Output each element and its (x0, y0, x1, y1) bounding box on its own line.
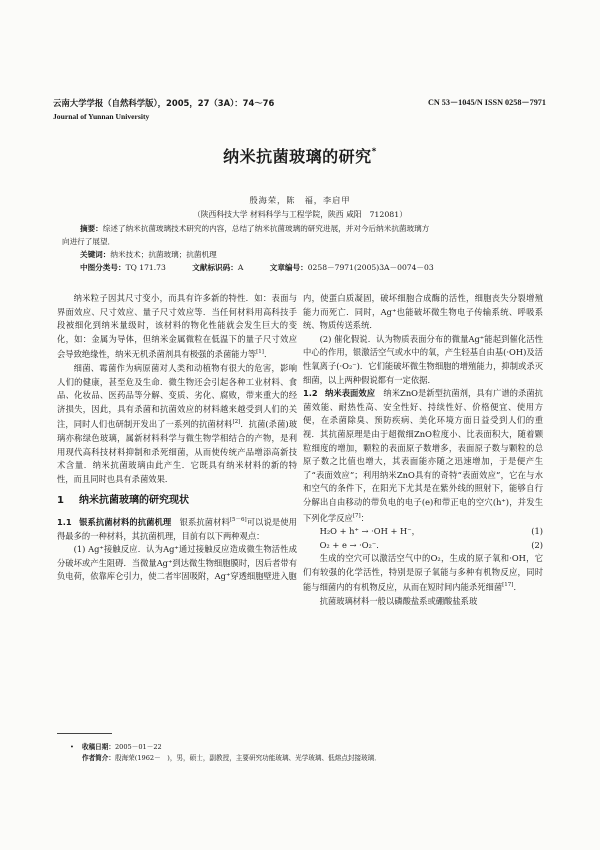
clc-label: 中图分类号： (80, 263, 126, 272)
journal-header (53, 97, 274, 121)
hypothesis-1-paragraph: (1) Ag⁺接触反应．认为Ag⁺通过接触反应造成微生物活性成分破坏或产生阻碍．当微量Ag⁺到达微生物细胞膜时，因后者带有负电荷，依靠库仑引力，使二者牢固吸附，Ag⁺穿透细胞壁进入胞 (57, 544, 297, 582)
intro-p1-text: 纳米粒子因其尺寸变小，而具有许多新的特性．如：表面与界面效应、尺寸效应、量子尺寸效应等．当任何材料用高科技手段被细化到纳米量级时，该材料的物化性能就会发生巨大的变化，如：金属为导体，但纳米金属微粒在低温下的量子尺寸效应会导致绝缘性，纳米无机杀菌剂具有极强的杀菌能力等 (57, 293, 297, 360)
subsection-end: ： (360, 512, 369, 523)
equation-2 (303, 539, 543, 553)
reaction-text: 生成的空穴可以激活空气中的O₂，生成的原子氧和·OH，它们有较强的化学活性，特别是原子氧能与多种有机物反应，同时能与细菌内的有机物反应，从而在短时间内能杀死细菌 (303, 553, 543, 593)
affiliation: （陕西科技大学 材料科学与工程学院，陕西 咸阳 712081） (192, 210, 408, 219)
received-date: 2005－01－22 (114, 743, 162, 751)
intro-p1-end: ． (263, 349, 273, 360)
citation-ref: [5－6] (229, 516, 247, 523)
subsection-number: 1.1 (57, 516, 72, 527)
equation-1-formula: H₂O + h⁺ → ·OH + H⁻， (319, 526, 420, 537)
equation-2-formula: O₂ + e → ·O₂⁻． (319, 539, 385, 550)
author-bio-note (70, 753, 381, 764)
paper-title (0, 144, 600, 167)
received-date-note (70, 742, 381, 753)
hypothesis-2-paragraph: (2) 催化假说．认为物质表面分布的微量Ag⁺能起到催化活性中心的作用，银激活空气或水中的氧，产生轻基自由基(·OH)及活性氧离子(·O₂⁻)．它们能破坏微生物细胞的增殖能力，抑制或杀灭细菌，以上两种假说都有一定依据． (303, 333, 543, 385)
section-title: 纳米抗菌玻璃的研究现状 (79, 495, 189, 507)
author-bio-text: 殷海荣(1962－ )，男，硕士，副教授，主要研究功能玻璃、光学玻璃、低熔点封接玻璃． (114, 754, 381, 762)
subsection-text: 纳米ZnO是新型抗菌剂，具有广谱的杀菌抗菌效能、耐热性高、安全性好、持续性好、价格便宜、使用方便，在杀菌除臭、预防疾病、美化环境方面日益受到人们的重视．其抗菌原理是由于超微细ZnO粒度小、比表面积大，随着颗粒细度的增加，颗粒的表面原子数增多，表面原子数与颗粒的总原子数之比值也增大，其表面能亦随之迅速增加，于是便产生了“表面效应”；利用纳米ZnO具有的奇特“表面效应”，它在与水和空气的条件下，在阳光下尤其是在紫外线的照射下，能够自行分解出自由移动的带负电的电子(e)和带正电的空穴(h⁺)，并发生下列化学反应 (303, 388, 543, 523)
reaction-end: ． (513, 582, 522, 593)
clc-value: TQ 171.73 (125, 263, 166, 272)
issn-label: CN 53－1045/N ISSN 0258－7971 (427, 98, 546, 107)
journal-citation-cn: 云南大学学报（自然科学版），2005，27（3A）：74～76 (53, 98, 275, 108)
citation-ref: [2] (232, 419, 241, 426)
journal-name-en: Journal of Yunnan University (53, 112, 150, 121)
article-no-label: 文章编号： (269, 263, 308, 272)
equation-1 (303, 525, 543, 539)
article-no-value: 0258－7971(2005)3A－0074－03 (307, 263, 434, 272)
abstract-continued: 向进行了展望． (62, 237, 116, 246)
abstract-text: 综述了纳米抗菌玻璃技术研究的内容，总结了纳米抗菌玻璃的研究进展，并对今后纳米抗菌玻璃方 (102, 224, 430, 233)
subsection-heading-1-1 (57, 517, 171, 527)
citation-ref: [1] (256, 349, 264, 356)
hypothesis-1-continued: 内，使蛋白质凝固，破坏细胞合成酶的活性，细胞丧失分裂增殖能力而死亡．同时，Ag⁺也能破坏微生物电子传输系统、呼吸系统、物质传送系统． (303, 293, 543, 331)
left-column (57, 292, 297, 584)
intro-paragraph-2 (57, 362, 297, 486)
equation-1-number: (1) (531, 526, 543, 537)
title-text: 纳米抗菌玻璃的研究 (223, 147, 372, 166)
subsection-text-a: 银系抗菌材料 (171, 516, 230, 527)
section-heading-1 (57, 494, 297, 508)
citation-ref: [17] (502, 582, 514, 589)
abstract (80, 222, 520, 235)
authors: 殷海荣，陈 福，李启甲 (249, 195, 351, 205)
subsection-title: 纳米表面效应 (325, 388, 376, 399)
subsection-title: 银系抗菌材料的抗菌机理 (79, 516, 172, 527)
footnote-bullet: • (70, 743, 74, 751)
subsection-number: 1.2 (303, 388, 318, 399)
received-label: 收稿日期： (82, 743, 115, 751)
classification-line (80, 261, 520, 274)
abstract-block (62, 222, 520, 274)
footnotes (70, 742, 381, 764)
intro-p2-text-b: ．抗菌(杀菌)玻璃亦称绿色玻璃，属新材料科学与微生物学相结合的产物，是利用现代高科技材料抑制和杀死细菌，从而使传统产品增添高新技术含量．纳米抗菌玻璃由此产生．它既具有纳米材料的新的特性，而且同时也具有杀菌效果． (57, 419, 297, 484)
keywords-text: 纳米技术；抗菌玻璃；抗菌机理 (110, 250, 217, 259)
keywords (80, 248, 520, 261)
footnote-divider (57, 733, 112, 734)
intro-p2-text-a: 细菌、霉菌作为病原菌对人类和动植物有很大的危害，影响人们的健康，甚至危及生命．微生物还会引起各种工业材料、食品、化妆品、医药品等分解、变质、劣化、腐败，带来重大的经济损失，因此，具有杀菌和抗菌效应的材料越来越受到人们的关注，同时人们也研制开发出了一系列的抗菌材料 (57, 362, 297, 430)
subsection-1-2 (303, 387, 543, 525)
subsection-text-b: 可以说是使用得最多的一种材料，其抗菌机理，目前有以下两种观点： (57, 516, 297, 541)
citation-ref: [7] (352, 512, 361, 519)
right-column (303, 292, 543, 609)
reaction-explanation-paragraph (303, 552, 543, 595)
intro-paragraph-1 (57, 292, 297, 362)
subsection-heading-1-2 (303, 388, 375, 398)
equation-2-number: (2) (531, 539, 543, 550)
section-number: 1 (57, 495, 64, 507)
abstract-label: 摘要： (80, 224, 103, 233)
keywords-label: 关键词： (80, 250, 111, 259)
title-footnote-mark: * (371, 147, 377, 157)
subsection-1-1 (57, 514, 297, 543)
author-bio-label: 作者简介： (82, 754, 115, 762)
doc-code-label: 文献标识码： (192, 263, 238, 272)
doc-code-value: A (237, 263, 244, 272)
glass-material-paragraph: 抗菌玻璃材料一般以磷酸盐系或硼酸盐系玻 (319, 596, 478, 607)
